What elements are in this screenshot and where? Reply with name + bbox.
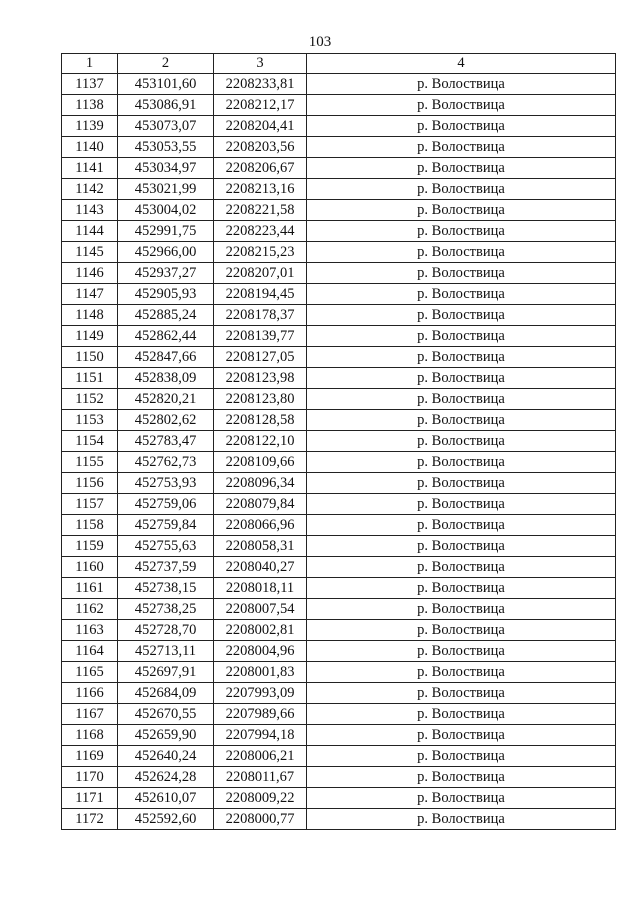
- table-row: [62, 767, 616, 788]
- point-number-cell: 1144: [62, 221, 118, 242]
- y-coordinate-cell: 2208204,41: [214, 116, 307, 137]
- x-coordinate-cell: 452659,90: [118, 725, 214, 746]
- x-coordinate-cell: 452640,24: [118, 746, 214, 767]
- x-coordinate-cell: 452738,15: [118, 578, 214, 599]
- description-cell: р. Волоствица: [307, 137, 616, 158]
- description-cell: р. Волоствица: [307, 158, 616, 179]
- point-number-cell: 1162: [62, 599, 118, 620]
- page-number: 103: [308, 34, 332, 50]
- point-number-cell: 1168: [62, 725, 118, 746]
- y-coordinate-cell: 2208040,27: [214, 557, 307, 578]
- y-coordinate-cell: 2208004,96: [214, 641, 307, 662]
- point-number-cell: 1161: [62, 578, 118, 599]
- column-header-description: 4: [307, 54, 616, 74]
- table-row: [62, 473, 616, 494]
- x-coordinate-cell: 452592,60: [118, 809, 214, 830]
- x-coordinate-cell: 453101,60: [118, 74, 214, 95]
- coordinates-table: [61, 53, 616, 830]
- x-coordinate-cell: 452610,07: [118, 788, 214, 809]
- point-number-cell: 1169: [62, 746, 118, 767]
- x-coordinate-cell: 452783,47: [118, 431, 214, 452]
- table-row: [62, 452, 616, 473]
- table-row: [62, 74, 616, 95]
- description-cell: р. Волоствица: [307, 662, 616, 683]
- description-cell: р. Волоствица: [307, 74, 616, 95]
- table-row: [62, 662, 616, 683]
- y-coordinate-cell: 2208212,17: [214, 95, 307, 116]
- x-coordinate-cell: 452759,84: [118, 515, 214, 536]
- description-cell: р. Волоствица: [307, 410, 616, 431]
- point-number-cell: 1156: [62, 473, 118, 494]
- description-cell: р. Волоствица: [307, 242, 616, 263]
- table-row: [62, 431, 616, 452]
- y-coordinate-cell: 2208221,58: [214, 200, 307, 221]
- table-row: [62, 704, 616, 725]
- x-coordinate-cell: 452713,11: [118, 641, 214, 662]
- description-cell: р. Волоствица: [307, 494, 616, 515]
- table-row: [62, 725, 616, 746]
- y-coordinate-cell: 2208203,56: [214, 137, 307, 158]
- table-row: [62, 578, 616, 599]
- table-row: [62, 746, 616, 767]
- description-cell: р. Волоствица: [307, 557, 616, 578]
- point-number-cell: 1137: [62, 74, 118, 95]
- y-coordinate-cell: 2208194,45: [214, 284, 307, 305]
- point-number-cell: 1165: [62, 662, 118, 683]
- x-coordinate-cell: 452885,24: [118, 305, 214, 326]
- table-row: [62, 158, 616, 179]
- x-coordinate-cell: 452737,59: [118, 557, 214, 578]
- y-coordinate-cell: 2208018,11: [214, 578, 307, 599]
- description-cell: р. Волоствица: [307, 326, 616, 347]
- table-row: [62, 305, 616, 326]
- point-number-cell: 1143: [62, 200, 118, 221]
- x-coordinate-cell: 452684,09: [118, 683, 214, 704]
- description-cell: р. Волоствица: [307, 641, 616, 662]
- point-number-cell: 1150: [62, 347, 118, 368]
- y-coordinate-cell: 2208215,23: [214, 242, 307, 263]
- y-coordinate-cell: 2208206,67: [214, 158, 307, 179]
- description-cell: р. Волоствица: [307, 704, 616, 725]
- point-number-cell: 1149: [62, 326, 118, 347]
- point-number-cell: 1159: [62, 536, 118, 557]
- y-coordinate-cell: 2208207,01: [214, 263, 307, 284]
- table-row: [62, 536, 616, 557]
- y-coordinate-cell: 2208006,21: [214, 746, 307, 767]
- point-number-cell: 1163: [62, 620, 118, 641]
- description-cell: р. Волоствица: [307, 515, 616, 536]
- point-number-cell: 1147: [62, 284, 118, 305]
- point-number-cell: 1148: [62, 305, 118, 326]
- table-row: [62, 116, 616, 137]
- description-cell: р. Волоствица: [307, 116, 616, 137]
- description-cell: р. Волоствица: [307, 305, 616, 326]
- description-cell: р. Волоствица: [307, 95, 616, 116]
- point-number-cell: 1152: [62, 389, 118, 410]
- x-coordinate-cell: 452991,75: [118, 221, 214, 242]
- description-cell: р. Волоствица: [307, 473, 616, 494]
- x-coordinate-cell: 452755,63: [118, 536, 214, 557]
- point-number-cell: 1138: [62, 95, 118, 116]
- y-coordinate-cell: 2208123,98: [214, 368, 307, 389]
- x-coordinate-cell: 452820,21: [118, 389, 214, 410]
- table-row: [62, 326, 616, 347]
- y-coordinate-cell: 2208001,83: [214, 662, 307, 683]
- y-coordinate-cell: 2208096,34: [214, 473, 307, 494]
- point-number-cell: 1160: [62, 557, 118, 578]
- column-header-number: 1: [62, 54, 118, 74]
- point-number-cell: 1155: [62, 452, 118, 473]
- column-header-y: 3: [214, 54, 307, 74]
- y-coordinate-cell: 2208223,44: [214, 221, 307, 242]
- y-coordinate-cell: 2207994,18: [214, 725, 307, 746]
- x-coordinate-cell: 452905,93: [118, 284, 214, 305]
- table-row: [62, 242, 616, 263]
- y-coordinate-cell: 2208233,81: [214, 74, 307, 95]
- y-coordinate-cell: 2207993,09: [214, 683, 307, 704]
- x-coordinate-cell: 452937,27: [118, 263, 214, 284]
- description-cell: р. Волоствица: [307, 746, 616, 767]
- description-cell: р. Волоствица: [307, 809, 616, 830]
- table-row: [62, 809, 616, 830]
- x-coordinate-cell: 452838,09: [118, 368, 214, 389]
- description-cell: р. Волоствица: [307, 452, 616, 473]
- table-row: [62, 641, 616, 662]
- table-row: [62, 200, 616, 221]
- description-cell: р. Волоствица: [307, 347, 616, 368]
- y-coordinate-cell: 2208178,37: [214, 305, 307, 326]
- table-row: [62, 620, 616, 641]
- description-cell: р. Волоствица: [307, 284, 616, 305]
- y-coordinate-cell: 2208011,67: [214, 767, 307, 788]
- x-coordinate-cell: 452966,00: [118, 242, 214, 263]
- description-cell: р. Волоствица: [307, 263, 616, 284]
- description-cell: р. Волоствица: [307, 431, 616, 452]
- description-cell: р. Волоствица: [307, 200, 616, 221]
- x-coordinate-cell: 452624,28: [118, 767, 214, 788]
- table-row: [62, 599, 616, 620]
- point-number-cell: 1158: [62, 515, 118, 536]
- description-cell: р. Волоствица: [307, 179, 616, 200]
- y-coordinate-cell: 2208128,58: [214, 410, 307, 431]
- description-cell: р. Волоствица: [307, 725, 616, 746]
- x-coordinate-cell: 452738,25: [118, 599, 214, 620]
- table-row: [62, 515, 616, 536]
- x-coordinate-cell: 452728,70: [118, 620, 214, 641]
- point-number-cell: 1151: [62, 368, 118, 389]
- x-coordinate-cell: 453086,91: [118, 95, 214, 116]
- description-cell: р. Волоствица: [307, 599, 616, 620]
- y-coordinate-cell: 2208122,10: [214, 431, 307, 452]
- x-coordinate-cell: 452697,91: [118, 662, 214, 683]
- y-coordinate-cell: 2207989,66: [214, 704, 307, 725]
- x-coordinate-cell: 452862,44: [118, 326, 214, 347]
- x-coordinate-cell: 453073,07: [118, 116, 214, 137]
- point-number-cell: 1153: [62, 410, 118, 431]
- point-number-cell: 1142: [62, 179, 118, 200]
- x-coordinate-cell: 452802,62: [118, 410, 214, 431]
- table-row: [62, 788, 616, 809]
- x-coordinate-cell: 453053,55: [118, 137, 214, 158]
- table-row: [62, 95, 616, 116]
- y-coordinate-cell: 2208109,66: [214, 452, 307, 473]
- table-row: [62, 263, 616, 284]
- point-number-cell: 1166: [62, 683, 118, 704]
- x-coordinate-cell: 453034,97: [118, 158, 214, 179]
- point-number-cell: 1139: [62, 116, 118, 137]
- table-row: [62, 368, 616, 389]
- x-coordinate-cell: 452847,66: [118, 347, 214, 368]
- point-number-cell: 1140: [62, 137, 118, 158]
- point-number-cell: 1146: [62, 263, 118, 284]
- y-coordinate-cell: 2208079,84: [214, 494, 307, 515]
- description-cell: р. Волоствица: [307, 767, 616, 788]
- y-coordinate-cell: 2208213,16: [214, 179, 307, 200]
- table-row: [62, 389, 616, 410]
- table-row: [62, 557, 616, 578]
- x-coordinate-cell: 453004,02: [118, 200, 214, 221]
- point-number-cell: 1167: [62, 704, 118, 725]
- point-number-cell: 1171: [62, 788, 118, 809]
- description-cell: р. Волоствица: [307, 620, 616, 641]
- x-coordinate-cell: 452759,06: [118, 494, 214, 515]
- point-number-cell: 1141: [62, 158, 118, 179]
- y-coordinate-cell: 2208002,81: [214, 620, 307, 641]
- point-number-cell: 1172: [62, 809, 118, 830]
- y-coordinate-cell: 2208007,54: [214, 599, 307, 620]
- table-row: [62, 179, 616, 200]
- table-row: [62, 494, 616, 515]
- point-number-cell: 1164: [62, 641, 118, 662]
- point-number-cell: 1145: [62, 242, 118, 263]
- point-number-cell: 1154: [62, 431, 118, 452]
- y-coordinate-cell: 2208139,77: [214, 326, 307, 347]
- y-coordinate-cell: 2208009,22: [214, 788, 307, 809]
- x-coordinate-cell: 452762,73: [118, 452, 214, 473]
- description-cell: р. Волоствица: [307, 536, 616, 557]
- table-row: [62, 137, 616, 158]
- table-row: [62, 683, 616, 704]
- y-coordinate-cell: 2208058,31: [214, 536, 307, 557]
- table-row: [62, 347, 616, 368]
- table-header-row: [62, 54, 616, 74]
- table-row: [62, 284, 616, 305]
- description-cell: р. Волоствица: [307, 788, 616, 809]
- description-cell: р. Волоствица: [307, 578, 616, 599]
- column-header-x: 2: [118, 54, 214, 74]
- x-coordinate-cell: 453021,99: [118, 179, 214, 200]
- y-coordinate-cell: 2208066,96: [214, 515, 307, 536]
- point-number-cell: 1170: [62, 767, 118, 788]
- description-cell: р. Волоствица: [307, 221, 616, 242]
- y-coordinate-cell: 2208127,05: [214, 347, 307, 368]
- point-number-cell: 1157: [62, 494, 118, 515]
- y-coordinate-cell: 2208123,80: [214, 389, 307, 410]
- description-cell: р. Волоствица: [307, 683, 616, 704]
- y-coordinate-cell: 2208000,77: [214, 809, 307, 830]
- x-coordinate-cell: 452670,55: [118, 704, 214, 725]
- table-row: [62, 221, 616, 242]
- x-coordinate-cell: 452753,93: [118, 473, 214, 494]
- table-row: [62, 410, 616, 431]
- description-cell: р. Волоствица: [307, 389, 616, 410]
- description-cell: р. Волоствица: [307, 368, 616, 389]
